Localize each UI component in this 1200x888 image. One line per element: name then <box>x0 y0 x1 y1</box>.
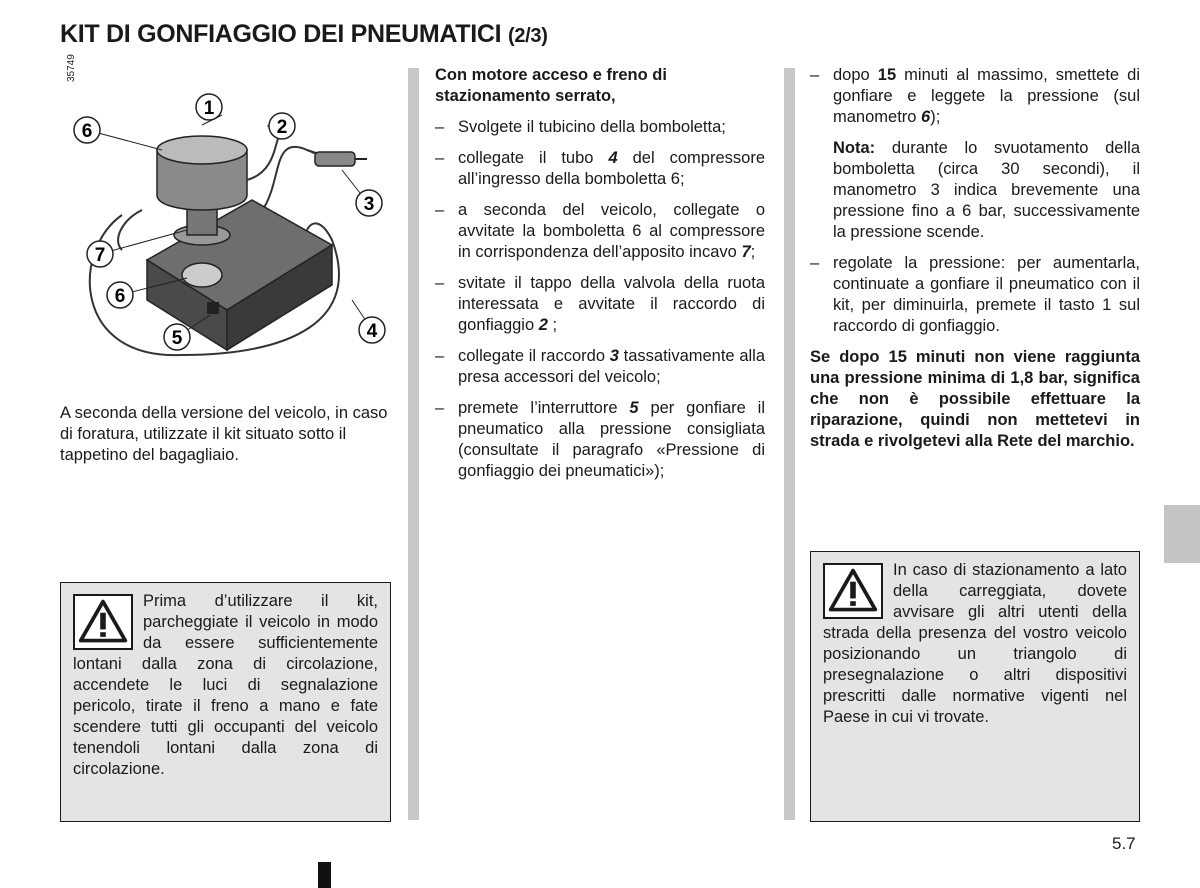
warning-triangle-icon <box>823 563 883 619</box>
svg-text:5: 5 <box>171 328 183 349</box>
svg-text:6: 6 <box>114 286 126 307</box>
title-suffix: (2/3) <box>507 25 548 47</box>
intro-text: A seconda della versione del veicolo, in caso di foratura, utilizzate il kit situato sotto il tappetino del bagagliaio. <box>60 404 388 464</box>
right-column <box>810 65 1140 452</box>
callout-3 <box>342 170 382 216</box>
page-title <box>60 20 548 49</box>
warning-box-left <box>60 582 391 822</box>
pressure-gauge <box>182 263 222 287</box>
column-divider-right <box>784 68 795 820</box>
warning-triangle-icon <box>73 594 133 650</box>
svg-text:1: 1 <box>203 98 215 119</box>
svg-text:2: 2 <box>276 117 288 138</box>
step-item: – dopo 15 minuti al massimo, smettete di gonfiare e leggete la pressione (sul manometro 6); <box>810 66 1140 126</box>
warning-box-right <box>810 551 1140 822</box>
callout-6-top <box>74 117 162 150</box>
step-item: – regolate la pressione: per aumentarla, continuate a gonfiare il pneumatico con il kit, per diminuirla, premete il tasto 1 sul raccordo di gonfiaggio. <box>810 254 1140 335</box>
warning-left-text: Prima d’utilizzare il kit, parcheggiate il veicolo in modo da essere sufficientemente lontani dalla zona di circolazione, accendete le luci di segnalazione pericolo, tirate il freno a mano e fate scendere tutti gli occupanti del veicolo tenendoli lontani dalla zona di circolazione. <box>73 592 378 778</box>
power-switch <box>207 302 219 314</box>
callout-1 <box>196 94 222 125</box>
warning-right-text: In caso di stazionamento a lato della carreggiata, dovete avvisare gli altri utenti della strada della presenza del vostro veicolo posizionando un triangolo di presegnalazione o altri dispositivi prescritti dalle normative vigenti nel Paese in cui vi trovate. <box>823 561 1127 726</box>
tire-inflation-kit-illustration <box>62 70 392 370</box>
warning-bold-text: Se dopo 15 minuti non viene raggiunta una pressione minima di 1,8 bar, significa che non è possibile effettuare la riparazione, quindi non mettetevi in strada e rivolgetevi alla Rete del marchio. <box>810 348 1140 450</box>
middle-heading: Con motore acceso e freno di stazionamento serrato, <box>435 66 667 105</box>
note: Nota: durante lo svuotamento della bomboletta (circa 30 secondi), il manometro 3 indica brevemente una pressione fino a 6 bar, successivamente la pressione scende. <box>833 139 1140 241</box>
column-divider-left <box>408 68 419 820</box>
svg-text:6: 6 <box>81 121 93 142</box>
cigarette-plug <box>315 152 355 166</box>
step-item: – Svolgete il tubicino della bomboletta; <box>435 118 726 136</box>
step-item: – a seconda del veicolo, collegate o avvitate la bomboletta 6 al compressore in corrispondenza dell’apposito incavo 7; <box>435 201 765 261</box>
bottom-marker <box>318 862 331 888</box>
step-item: – premete l’interruttore 5 per gonfiare il pneumatico alla pressione consigliata (consultate il paragrafo «Pressione di gonfiaggio dei pneumatici»); <box>435 399 765 480</box>
middle-column <box>435 65 765 492</box>
svg-text:4: 4 <box>366 321 378 342</box>
svg-text:3: 3 <box>363 194 375 215</box>
figure-code: 35749 <box>66 54 77 82</box>
callout-2 <box>267 113 295 139</box>
step-item: – collegate il raccordo 3 tassativamente alla presa accessori del veicolo; <box>435 347 766 386</box>
step-item: – svitate il tappo della valvola della ruota interessata e avvitate il raccordo di gonfiaggio 2 ; <box>435 274 765 334</box>
section-tab <box>1164 505 1200 563</box>
title-text: KIT DI GONFIAGGIO DEI PNEUMATICI <box>60 20 502 48</box>
step-item: – collegate il tubo 4 del compressore all’ingresso della bomboletta 6; <box>435 149 765 188</box>
page-number: 5.7 <box>1112 834 1136 853</box>
callout-4 <box>352 300 385 343</box>
svg-text:7: 7 <box>94 245 106 266</box>
